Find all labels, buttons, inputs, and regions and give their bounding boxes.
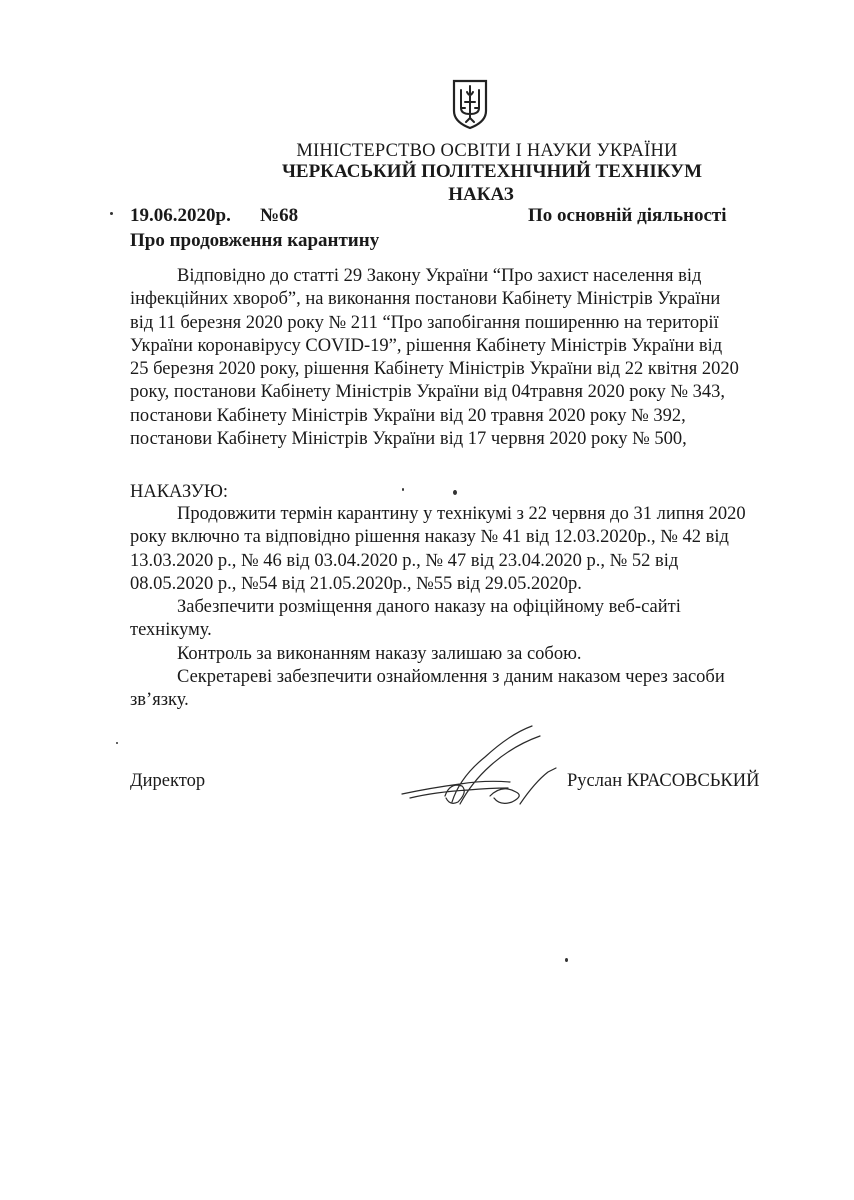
- order-item-line: року включно та відповідно рішення наказу № 41 від 12.03.2020р., № 42 від: [130, 527, 729, 548]
- order-item-line: 13.03.2020 р., № 46 від 03.04.2020 р., № 47 від 23.04.2020 р., № 52 від: [130, 550, 679, 571]
- activity-type: По основній діяльності: [528, 205, 727, 226]
- order-item-line: зв’язку.: [130, 690, 189, 711]
- scan-speck: [402, 488, 404, 491]
- scan-speck: [116, 742, 118, 744]
- handwritten-signature: [390, 722, 570, 812]
- order-item-line: Продовжити термін карантину у технікумі з 22 червня до 31 липня 2020: [177, 504, 746, 524]
- order-item-line: 08.05.2020 р., №54 від 21.05.2020р., №55 від 29.05.2020р.: [130, 573, 582, 594]
- ministry-name: МІНІСТЕРСТВО ОСВІТИ І НАУКИ УКРАЇНИ: [296, 141, 678, 161]
- preamble-line: 25 березня 2020 року, рішення Кабінету Міністрів України від 22 квітня 2020: [130, 359, 739, 380]
- order-items: [130, 503, 810, 713]
- preamble-line: України коронавірусу COVID-19”, рішення Кабінету Міністрів України від: [130, 335, 723, 356]
- preamble-line: інфекційних хвороб”, на виконання постанови Кабінету Міністрів України: [130, 289, 721, 310]
- order-item-line: Контроль за виконанням наказу залишаю за собою.: [177, 643, 582, 664]
- signatory-role: Директор: [130, 771, 206, 791]
- preamble-line: року, постанови Кабінету Міністрів України від 04травня 2020 року № 343,: [130, 382, 726, 403]
- scan-speck: [565, 958, 568, 962]
- signatory-name: Руслан КРАСОВСЬКИЙ: [567, 771, 760, 791]
- document-type: НАКАЗ: [448, 184, 514, 205]
- preamble-paragraph: [130, 265, 810, 451]
- ukraine-trident-icon: [450, 78, 490, 130]
- preamble-line: постанови Кабінету Міністрів України від 20 травня 2020 року № 392,: [130, 405, 686, 426]
- order-subject: Про продовження карантину: [130, 230, 380, 251]
- preamble-line: постанови Кабінету Міністрів України від 17 червня 2020 року № 500,: [130, 429, 687, 450]
- order-item-line: Забезпечити розміщення даного наказу на офіційному веб-сайті: [177, 597, 681, 618]
- preamble-line: від 11 березня 2020 року № 211 “Про запобігання поширенню на території: [130, 312, 719, 333]
- order-number: №68: [260, 205, 299, 226]
- scan-speck: [453, 490, 457, 495]
- order-item-line: технікуму.: [130, 620, 212, 641]
- preamble-line: Відповідно до статті 29 Закону України “Про захист населення від: [177, 266, 702, 286]
- college-name: ЧЕРКАСЬКИЙ ПОЛІТЕХНІЧНИЙ ТЕХНІКУМ: [281, 161, 703, 182]
- order-item-line: Секретареві забезпечити ознайомлення з даним наказом через засоби: [177, 667, 725, 688]
- scan-speck: [110, 212, 113, 215]
- order-date: 19.06.2020р.: [130, 205, 231, 226]
- orders-heading: НАКАЗУЮ:: [130, 482, 229, 502]
